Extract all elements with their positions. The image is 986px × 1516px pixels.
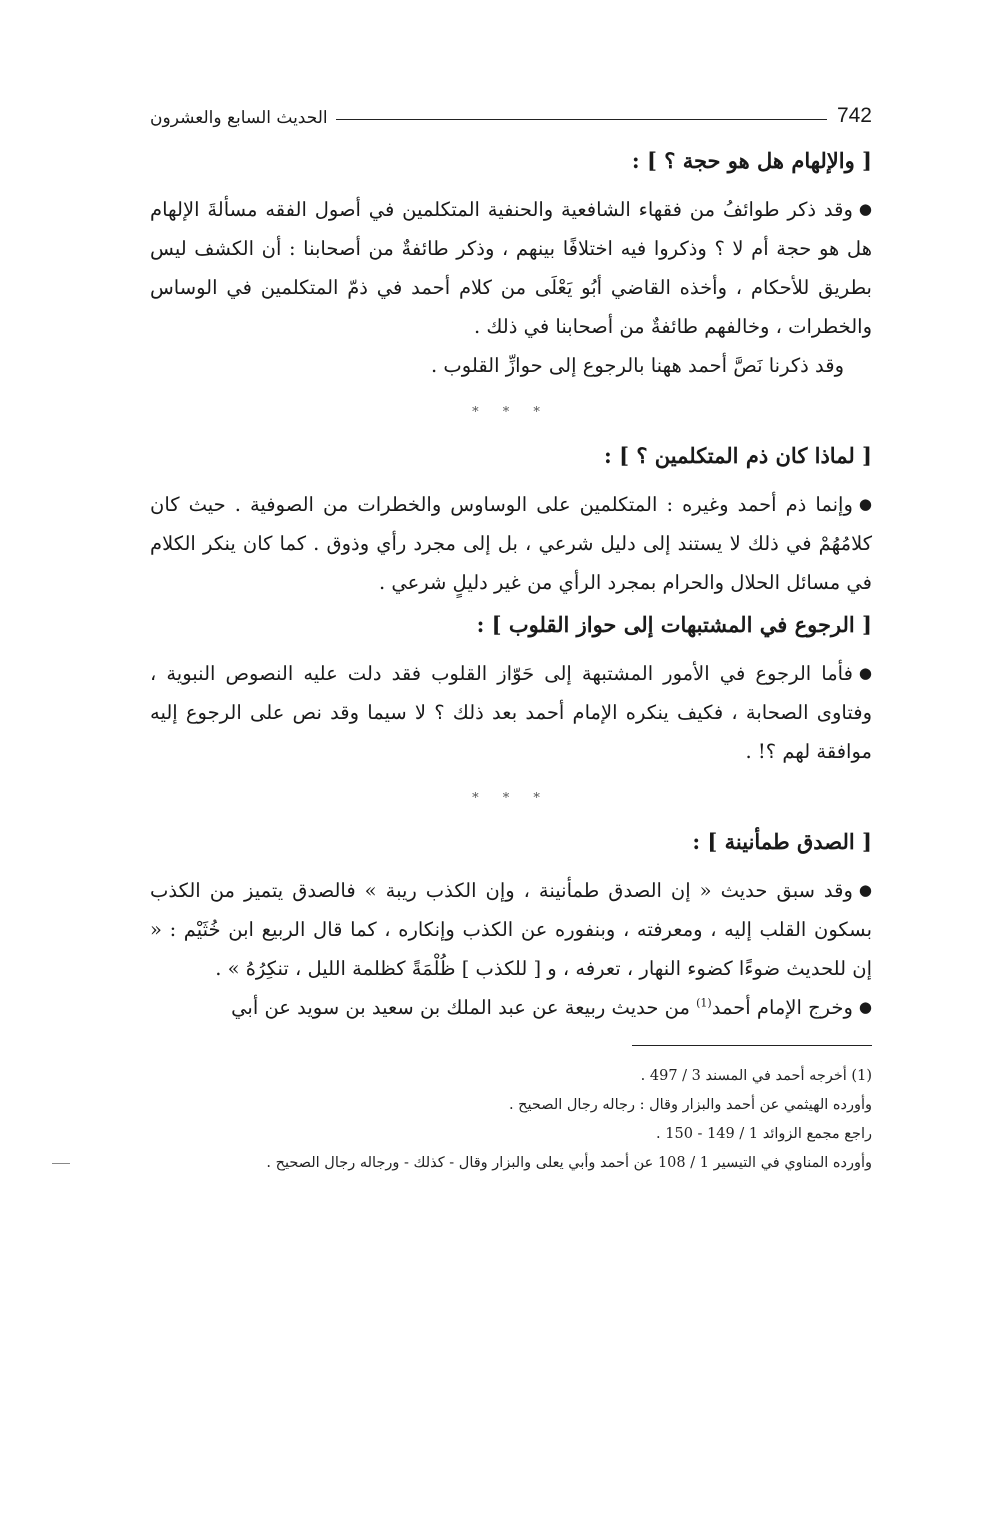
paragraph-text: وإنما ذم أحمد وغيره : المتكلمين على الوساوس والخطرات من الصوفية . حيث كان كلامُهُمْ في ذلك لا يستند إلى دليل شرعي ، بل إلى مجرد رأي وذوق . كما كان ينكر الكلام في مسائل الحلال والحرام بمجرد الرأي من غير دليلٍ شرعي .	[150, 493, 872, 594]
book-page	[150, 92, 872, 1178]
paragraph: وقد ذكرنا نَصَّ أحمد ههنا بالرجوع إلى حوازِّ القلوب .	[431, 354, 844, 377]
section-separator: * * *	[472, 791, 550, 806]
paragraph-text: فأما الرجوع في الأمور المشتبهة إلى حَوّاز القلوب فقد دلت عليه النصوص النبوية ، وفتاوى الصحابة ، فكيف ينكره الإمام أحمد بعد ذلك ؟ لا سيما وقد نص على الرجوع إليه موافقة لهم ؟! .	[150, 662, 872, 763]
bullet-icon: ●	[858, 998, 872, 1016]
bullet-icon: ●	[858, 881, 872, 899]
header-rule	[336, 119, 827, 120]
section-heading: [ الصدق طمأنينة ] :	[692, 829, 872, 854]
running-header	[150, 92, 872, 128]
section-heading: [ لماذا كان ذم المتكلمين ؟ ] :	[604, 443, 872, 468]
footnote: راجع مجمع الزوائد 1 / 149 - 150 .	[656, 1126, 872, 1142]
footnote: (1) أخرجه أحمد في المسند 3 / 497 .	[640, 1068, 872, 1084]
footnote: وأورده المناوي في التيسير 1 / 108 عن أحمد وأبي يعلى والبزار وقال - كذلك - ورجاله رجال الصحيح .	[266, 1155, 872, 1171]
running-title: الحديث السابع والعشرون	[150, 108, 328, 128]
section-separator: * * *	[472, 405, 550, 420]
paragraph-text: وخرج الإمام أحمد	[711, 996, 853, 1019]
paragraph	[150, 485, 872, 602]
paragraph-text: من حديث ربيعة عن عبد الملك بن سعيد بن سويد عن أبي	[231, 996, 690, 1019]
section-heading: [ والإلهام هل هو حجة ؟ ] :	[631, 148, 872, 173]
section-heading: [ الرجوع في المشتبهات إلى حواز القلوب ] :	[476, 612, 872, 637]
bullet-icon: ●	[858, 495, 872, 513]
footnote-reference[interactable]: (1)	[696, 996, 712, 1010]
paragraph	[150, 871, 872, 988]
footnote: وأورده الهيثمي عن أحمد والبزار وقال : رجاله رجال الصحيح .	[508, 1097, 872, 1113]
paragraph	[150, 654, 872, 771]
paragraph	[150, 988, 872, 1027]
footnote-divider	[632, 1045, 872, 1046]
paragraph-text: وقد ذكر طوائفُ من فقهاء الشافعية والحنفية المتكلمين في أصول الفقه مسألةَ الإلهام هل هو حجة أم لا ؟ وذكروا فيه اختلافًا بينهم ، وذكر طائفةٌ من أصحابنا : أن الكشف ليس بطريق للأحكام ، وأخذه القاضي أبُو يَعْلَى من كلام أحمد في ذمّ المتكلمين في الوساس والخطرات ، وخالفهم طائفةٌ من أصحابنا في ذلك .	[150, 198, 872, 338]
bullet-icon: ●	[858, 664, 872, 682]
bullet-icon: ●	[858, 200, 872, 218]
paragraph	[150, 190, 872, 346]
margin-mark	[52, 1163, 70, 1164]
paragraph-text: وقد سبق حديث « إن الصدق طمأنينة ، وإن الكذب ريبة » فالصدق يتميز من الكذب بسكون القلب إليه ، ومعرفته ، وبنفوره عن الكذب وإنكاره ، كما قال الربيع ابن خُثَيْم : « إن للحديث ضوءًا كضوء النهار ، تعرفه ، و [ للكذب ] ظُلْمَةً كظلمة الليل ، تنكِرُهُ » .	[150, 879, 872, 980]
page-number: 742	[836, 104, 872, 127]
